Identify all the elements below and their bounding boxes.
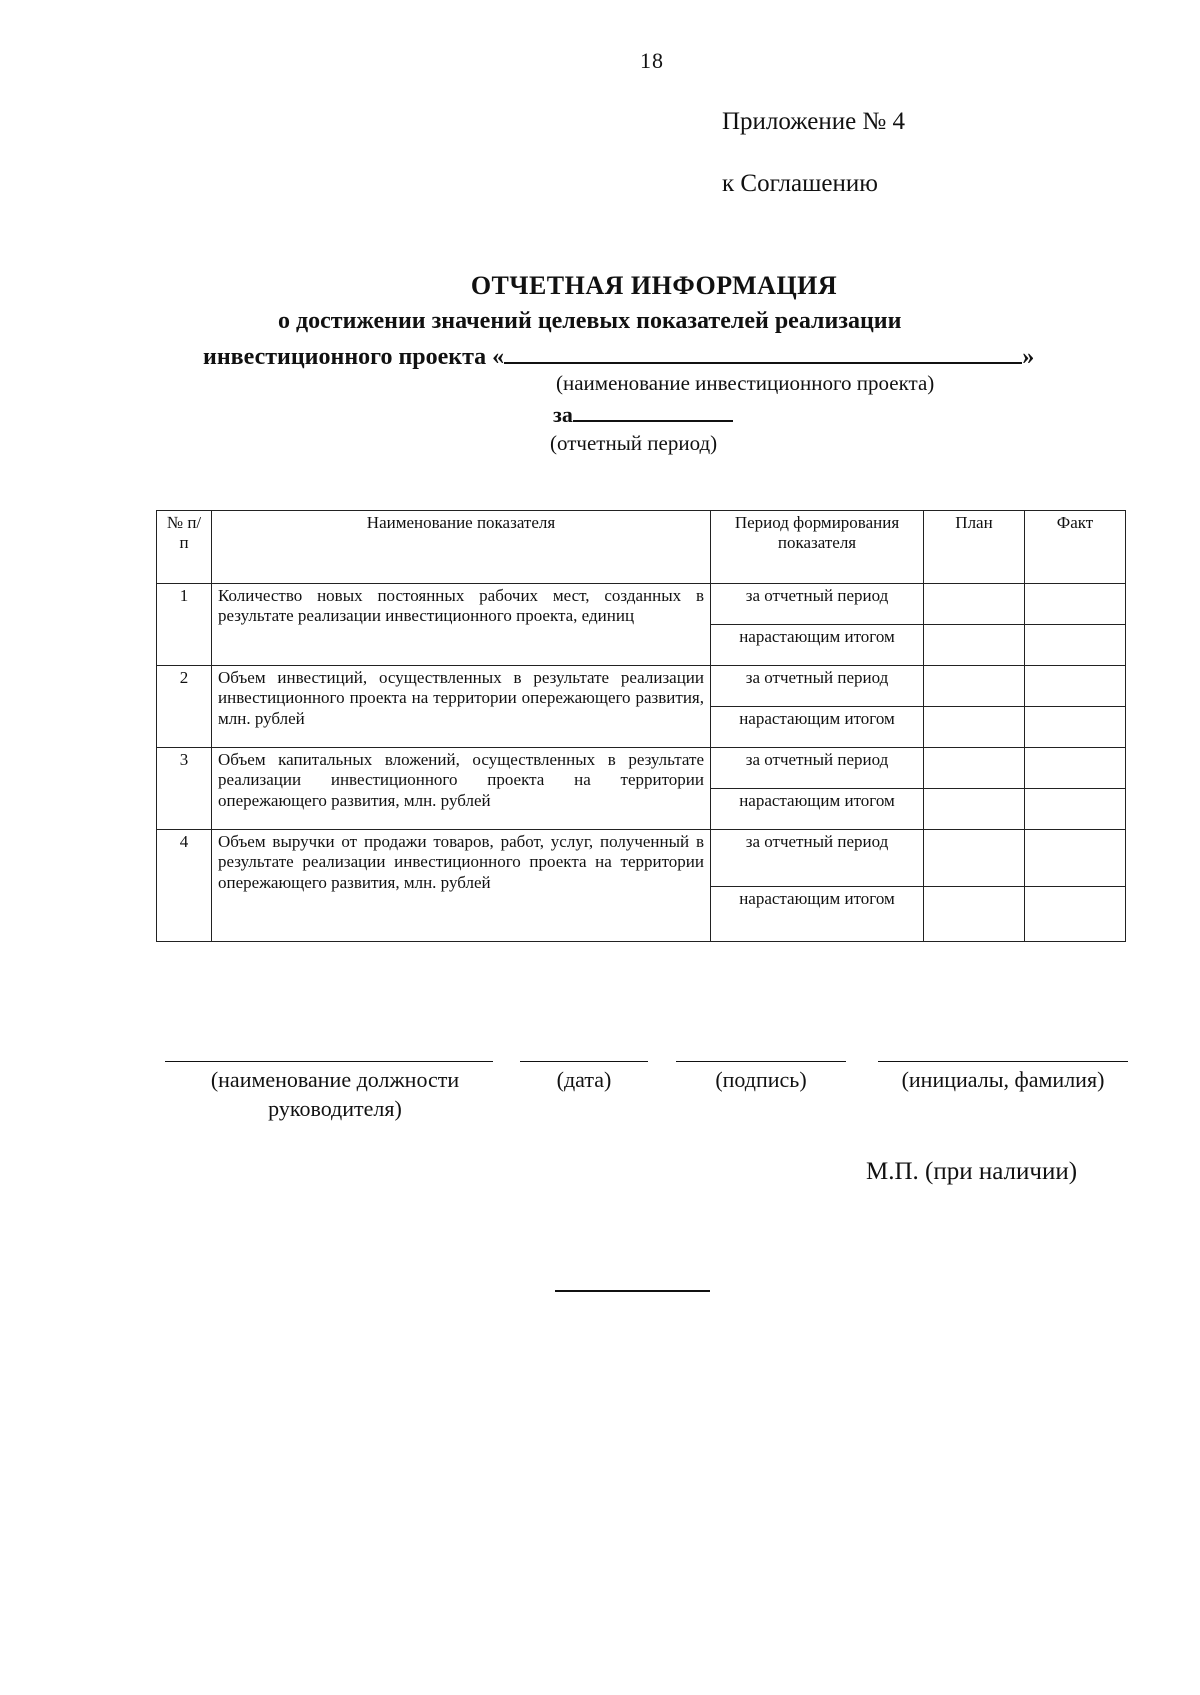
indicators-table [156, 510, 1126, 942]
name-label: (инициалы, фамилия) [901, 1067, 1105, 1092]
row-period-current: за отчетный период [711, 584, 924, 625]
date-label: (дата) [556, 1067, 612, 1092]
table-row [157, 584, 1126, 625]
row-fact-cell[interactable] [1025, 707, 1126, 748]
position-label: (наименование должности руководителя) [210, 1067, 460, 1121]
row-plan-cell[interactable] [924, 830, 1025, 887]
end-divider-line [555, 1290, 710, 1292]
name-signature-line [878, 1061, 1128, 1062]
row-num: 3 [157, 748, 212, 830]
row-fact-cell[interactable] [1025, 584, 1126, 625]
row-plan-cell[interactable] [924, 584, 1025, 625]
header-num: № п/п [157, 511, 212, 584]
row-plan-cell[interactable] [924, 707, 1025, 748]
header-plan: План [924, 511, 1025, 584]
document-title: ОТЧЕТНАЯ ИНФОРМАЦИЯ [470, 271, 838, 300]
row-fact-cell[interactable] [1025, 625, 1126, 666]
table-row [157, 666, 1126, 707]
row-period-current: за отчетный период [711, 748, 924, 789]
row-fact-cell[interactable] [1025, 748, 1126, 789]
period-prefix: за [553, 402, 573, 427]
row-period-current: за отчетный период [711, 666, 924, 707]
reporting-period-line [553, 400, 733, 428]
row-indicator-name: Количество новых постоянных рабочих мест, созданных в результате реализации инвестиционного проекта, единиц [212, 584, 711, 666]
page-number: 18 [640, 48, 664, 73]
row-period-cumulative: нарастающим итогом [711, 887, 924, 942]
table-row [157, 748, 1126, 789]
date-signature-line [520, 1061, 648, 1062]
row-num: 4 [157, 830, 212, 942]
row-period-cumulative: нарастающим итогом [711, 625, 924, 666]
table-header-row [157, 511, 1126, 584]
row-indicator-name: Объем инвестиций, осуществленных в результате реализации инвестиционного проекта на территории опережающего развития, млн. рублей [212, 666, 711, 748]
document-subtitle: о достижении значений целевых показателей реализации [278, 308, 902, 334]
row-fact-cell[interactable] [1025, 830, 1126, 887]
signature-label: (подпись) [715, 1067, 807, 1092]
period-blank [573, 400, 733, 422]
position-signature-line [165, 1061, 493, 1062]
row-num: 2 [157, 666, 212, 748]
project-prefix: инвестиционного проекта « [203, 344, 505, 370]
row-plan-cell[interactable] [924, 789, 1025, 830]
seal-note: М.П. (при наличии) [866, 1158, 1078, 1185]
header-fact: Факт [1025, 511, 1126, 584]
signature-line [676, 1061, 846, 1062]
project-name-blank [504, 340, 1022, 364]
row-fact-cell[interactable] [1025, 666, 1126, 707]
header-period: Период формирования показателя [711, 511, 924, 584]
row-plan-cell[interactable] [924, 666, 1025, 707]
row-period-current: за отчетный период [711, 830, 924, 887]
appendix-reference: к Соглашению [722, 170, 878, 197]
row-fact-cell[interactable] [1025, 789, 1126, 830]
row-period-cumulative: нарастающим итогом [711, 707, 924, 748]
appendix-title: Приложение № 4 [722, 108, 906, 135]
row-indicator-name: Объем капитальных вложений, осуществленных в результате реализации инвестиционного проекта на территории опережающего развития, млн. рублей [212, 748, 711, 830]
row-plan-cell[interactable] [924, 748, 1025, 789]
project-name-hint: (наименование инвестиционного проекта) [556, 371, 935, 395]
row-fact-cell[interactable] [1025, 887, 1126, 942]
row-period-cumulative: нарастающим итогом [711, 789, 924, 830]
row-plan-cell[interactable] [924, 625, 1025, 666]
row-num: 1 [157, 584, 212, 666]
project-suffix: » [1022, 344, 1035, 370]
reporting-period-hint: (отчетный период) [550, 431, 718, 455]
header-name: Наименование показателя [212, 511, 711, 584]
row-indicator-name: Объем выручки от продажи товаров, работ, услуг, полученный в результате реализации инвестиционного проекта на территории опережающего развития, млн. рублей [212, 830, 711, 942]
project-name-line [203, 340, 1034, 371]
table-row [157, 830, 1126, 887]
row-plan-cell[interactable] [924, 887, 1025, 942]
